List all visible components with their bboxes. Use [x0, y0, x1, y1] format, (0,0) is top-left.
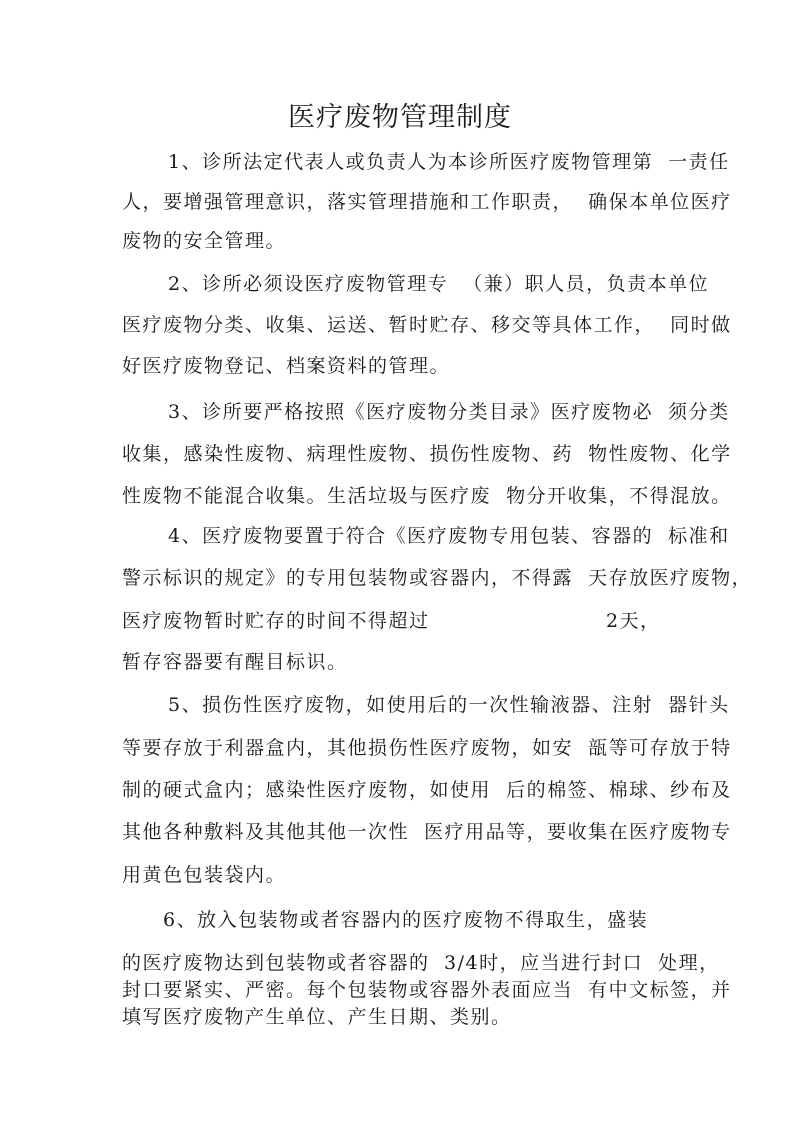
text-line: 的医疗废物达到包装物或者容器的: [122, 952, 430, 974]
text-line: 好医疗废物登记、档案资料的管理。: [122, 355, 451, 377]
text-line: 封口要紧实、严密。每个包装物或容器外表面应当 有中文标签，并: [122, 979, 732, 1001]
text-line: 暂存容器要有醒目标识。: [122, 651, 348, 673]
text-line: 1、诊所法定代表人或负责人为本诊所医疗废物管理第 一责任: [168, 151, 730, 173]
text-line: 制的硬式盒内；感染性医疗废物，如使用 后的棉签、棉球、纱布及: [122, 779, 732, 801]
text-line: 3、诊所要严格按照《医疗废物分类目录》医疗废物必 须分类: [168, 401, 730, 423]
text-line: 警示标识的规定》的专用包装物或容器内，不得露 天存放医疗废物，: [122, 567, 753, 589]
text-line: 2天，: [606, 610, 661, 632]
text-line: 其他各种敷料及其他其他一次性 医疗用品等，要收集在医疗废物专: [122, 821, 732, 843]
text-line: 6、放入包装物或者容器内的医疗废物不得取生，盛装: [163, 909, 649, 931]
text-line: 5、损伤性医疗废物，如使用后的一次性输液器、注射 器针头: [168, 694, 730, 716]
document-title: 医疗废物管理制度: [288, 102, 512, 133]
text-line: 填写医疗废物产生单位、产生日期、类别。: [122, 1006, 512, 1028]
text-line: 医疗废物分类、收集、运送、暂时贮存、移交等具体工作， 同时做: [122, 314, 732, 336]
text-line: 3/4时，应当进行封口 处理，: [444, 952, 720, 974]
text-line: 用黄色包装袋内。: [122, 864, 287, 886]
text-line: 4、医疗废物要置于符合《医疗废物专用包装、容器的 标准和: [168, 525, 730, 547]
text-line: 医疗废物暂时贮存的时间不得超过: [122, 610, 430, 632]
text-line: 2、诊所必须设医疗废物管理专 （兼）职人员，负责本单位: [168, 273, 710, 295]
text-line: 废物的安全管理。: [122, 230, 287, 252]
text-line: 人，要增强管理意识，落实管理措施和工作职责， 确保本单位医疗: [122, 191, 732, 213]
text-line: 性废物不能混合收集。生活垃圾与医疗废 物分开收集，不得混放。: [122, 485, 732, 507]
text-line: 收集，感染性废物、病理性废物、损伤性废物、药 物性废物、化学: [122, 443, 732, 465]
text-line: 等要存放于利器盒内，其他损伤性医疗废物，如安 瓿等可存放于特: [122, 737, 732, 759]
